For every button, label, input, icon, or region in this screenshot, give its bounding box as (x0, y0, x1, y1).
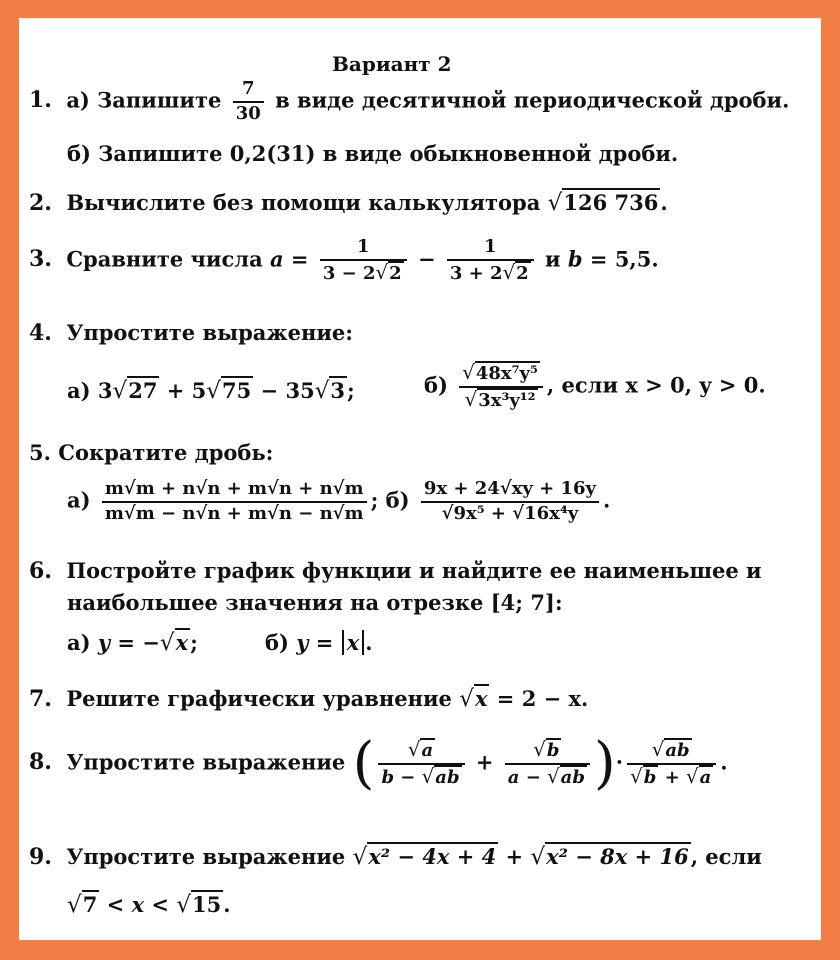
task-5-ab: а) $\frac{m√m + n√n + m√n + n√m}{m√m - n√n + m√n - n√m}$ ; б) $\frac{9x + 24√xy + 16y}{\text{√9x⁵ + √16x⁴y}}$ . (67, 478, 611, 524)
task-1-line-b: б) Запишите 0,2(31) в виде обыкновенной дроби. (67, 141, 679, 166)
fraction: $\frac{√b}{a - √ab}$ (505, 740, 590, 788)
task-number: 1. (29, 87, 52, 114)
fraction: $\frac{9x + 24√xy + 16y}{\text{√9x⁵ + √16x⁴y}}$ (421, 480, 599, 524)
fraction: $\frac{√ab}{√b + √a}$ (627, 740, 716, 788)
task-6-a: а) y = −√x; (67, 630, 198, 656)
fraction: $\frac{7}{30}$ (233, 80, 264, 124)
page-title: Вариант 2 (332, 52, 452, 76)
task-7: 7. Решите графически уравнение √x = 2 − x. (29, 686, 589, 712)
fraction: $\frac{1}{3 + 2√2}$ (447, 238, 534, 284)
fraction: $\frac{m√m + n√n + m√n + n√m}{m√m - n√n + m√n - n√m}$ (102, 480, 367, 524)
task-1-line-a: 1. а) Запишите $\frac{7}{30}$ в виде десятичной периодической дроби. (29, 78, 790, 124)
task-2: 2. Вычислите без помощи калькулятора √126 736. (29, 190, 668, 216)
task-5: 5. Сократите дробь: (29, 440, 274, 465)
task-9-line-1: 9. Упростите выражение √x² − 4x + 4 + √x² − 8x + 16, если (29, 844, 762, 870)
fraction: $\frac{\text{√48x⁷y⁵}}{\text{√3x³y¹²}}$ (459, 363, 543, 411)
task-6-line-1: 6. Постройте график функции и найдите ее наименьшее и (29, 558, 762, 584)
task-9-line-2: √7 < x < √15. (67, 892, 231, 918)
task-3: 3. Сравните числа a = $\frac{1}{3 - 2√2}$ − $\frac{1}{3 + 2√2}$ и b = 5,5. (29, 236, 659, 284)
fraction: $\frac{1}{3 - 2√2}$ (320, 238, 407, 284)
task-4: 4. Упростите выражение: (29, 320, 354, 346)
task-8: 8. Упростите выражение ( $\frac{√a}{b - √ab}$ + $\frac{√b}{a - √ab}$ )· $\frac{√ab}{√b + √a}$ . (29, 730, 728, 796)
task-6-b: б) y = x . (265, 630, 373, 655)
radical: √126 736 (547, 190, 659, 216)
task-6-line-2: наибольшее значения на отрезке [4; 7]: (67, 590, 563, 615)
fraction: $\frac{√a}{b - √ab}$ (378, 740, 464, 788)
worksheet (19, 18, 821, 940)
task-4-b: б) $\frac{\text{√48x⁷y⁵}}{\text{√3x³y¹²}}$ , если x > 0, y > 0. (424, 361, 766, 411)
task-4-a: а) 3√27 + 5√75 − 35√3; (67, 378, 355, 404)
